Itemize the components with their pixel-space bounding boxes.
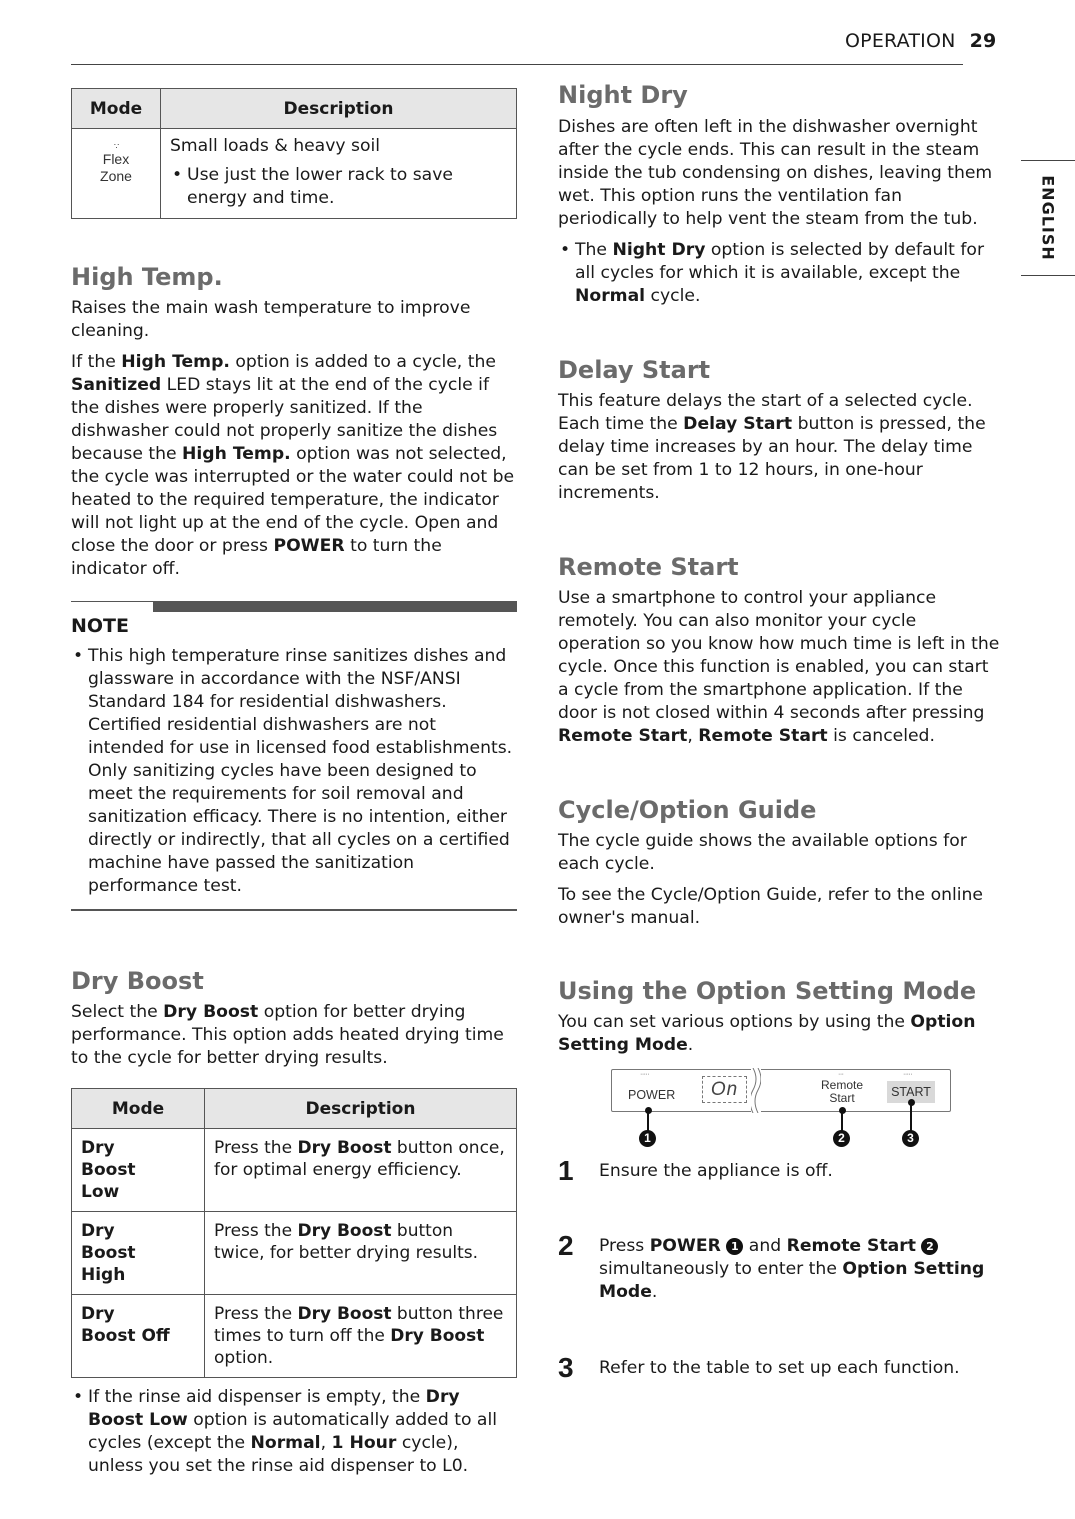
page-header: [845, 30, 996, 52]
description-title: Small loads & heavy soil: [170, 136, 381, 156]
callout-2-icon: 2: [833, 1130, 850, 1147]
step-number: 1: [558, 1155, 574, 1186]
step-3: [558, 1352, 1003, 1383]
flex-zone-table: [71, 88, 517, 219]
note-bottom-rule: [71, 909, 517, 911]
step-text: Refer to the table to set up each function.: [599, 1358, 960, 1378]
section-heading-option-setting: Using the Option Setting Mode: [558, 977, 977, 1005]
table-header-mode: Mode: [72, 89, 161, 129]
power-button-label: POWER: [628, 1088, 676, 1102]
section-heading-remote-start: Remote Start: [558, 553, 739, 581]
mode-label-line1: Flex: [102, 151, 130, 167]
section-heading-cycle-guide: Cycle/Option Guide: [558, 796, 817, 824]
left-column: [71, 88, 517, 1478]
table-row: [72, 1129, 517, 1212]
note-title: NOTE: [71, 615, 129, 637]
callout-2-icon: 2: [921, 1238, 938, 1255]
callout-1-icon: 1: [639, 1130, 656, 1147]
description-cell: [161, 129, 517, 219]
mode-cell: Dry Boost Low: [72, 1129, 205, 1212]
dry-boost-intro: Select the Dry Boost option for better drying performance. This option adds heated drying time to the cycle for better drying results.: [71, 1002, 504, 1068]
callout-1-icon: 1: [726, 1238, 743, 1255]
table-header-description: Description: [205, 1089, 517, 1129]
note-top-rule: [71, 601, 517, 613]
display-window: On: [702, 1076, 747, 1103]
high-temp-intro: Raises the main wash temperature to improve cleaning.: [71, 298, 471, 341]
step-2: [558, 1230, 1003, 1304]
description-cell: Press the Dry Boost button once, for optimal energy efficiency.: [205, 1129, 517, 1212]
step-text: Ensure the appliance is off.: [599, 1161, 833, 1181]
panel-break: [751, 1068, 761, 1113]
indicator-dots: ·····: [640, 1071, 650, 1078]
indicator-dots: ···: [838, 1071, 844, 1078]
callout-3-icon: 3: [902, 1130, 919, 1147]
header-divider: [71, 64, 963, 65]
flex-zone-icon: ∵: [113, 142, 119, 151]
step-number: 2: [558, 1230, 574, 1261]
control-panel-diagram: [611, 1069, 951, 1145]
right-column: [558, 80, 1003, 1383]
indicator-dots: ·····: [903, 1071, 913, 1078]
pointer-line: [841, 1111, 843, 1131]
night-dry-intro: Dishes are often left in the dishwasher overnight after the cycle ends. This can result in the steam inside the tub condensing on dishes, leaving them wet. This option runs the ventilation fan periodically to help vent the steam from the tub.: [558, 117, 993, 229]
table-row: [72, 1295, 517, 1378]
dry-boost-bullet: • If the rinse aid dispenser is empty, the Dry Boost Low option is automatically added to all cycles (except the Normal, 1 Hour cycle), unless you set the rinse aid dispenser to L0.: [71, 1386, 517, 1478]
delay-start-text: This feature delays the start of a selected cycle. Each time the Delay Start button is pressed, the delay time increases by an hour. The delay time can be set from 1 to 12 hours, in one-hour increments.: [558, 391, 986, 503]
remote-start-button-label: Remote Start: [820, 1078, 864, 1105]
language-tab: [1021, 160, 1075, 276]
section-heading-night-dry: Night Dry: [558, 81, 688, 109]
pointer-line: [910, 1103, 912, 1131]
pointer-line: [647, 1111, 649, 1131]
step-1: [558, 1155, 1003, 1186]
table-row: [72, 129, 517, 219]
section-title: OPERATION: [845, 30, 956, 52]
mode-cell: Dry Boost High: [72, 1212, 205, 1295]
step-text: Press POWER 1 and Remote Start 2 simultaneously to enter the Option Setting Mode.: [599, 1236, 985, 1302]
mode-label-line2: Zone: [100, 168, 132, 184]
cycle-guide-text-1: The cycle guide shows the available options for each cycle.: [558, 831, 967, 874]
step-number: 3: [558, 1352, 574, 1383]
night-dry-bullet: • The Night Dry option is selected by default for all cycles for which it is available, except the Normal cycle.: [558, 239, 1003, 308]
dry-boost-table: [71, 1088, 517, 1378]
language-label: ENGLISH: [1038, 175, 1058, 261]
note-box: [71, 601, 517, 911]
note-bullet: • This high temperature rinse sanitizes dishes and glassware in accordance with the NSF/ANSI Standard 184 for residential dishwashers. Certified residential dishwashers are not intended for use in licensed food establishments. Only sanitizing cycles have been designed to meet the requirements for soil removal and sanitization efficacy. There is no intention, either directly or indirectly, that all cycles on a certified machine have passed the sanitization performance test.: [71, 645, 517, 898]
table-header-mode: Mode: [72, 1089, 205, 1129]
table-row: [72, 1212, 517, 1295]
description-cell: Press the Dry Boost button three times to turn off the Dry Boost option.: [205, 1295, 517, 1378]
section-heading-dry-boost: Dry Boost: [71, 967, 204, 995]
start-button-label: START: [887, 1081, 935, 1103]
description-cell: Press the Dry Boost button twice, for better drying results.: [205, 1212, 517, 1295]
mode-cell: Dry Boost Off: [72, 1295, 205, 1378]
description-bullet: • Use just the lower rack to save energy and time.: [170, 164, 507, 210]
page-number: 29: [969, 30, 997, 52]
table-header-description: Description: [161, 89, 517, 129]
cycle-guide-text-2: To see the Cycle/Option Guide, refer to the online owner's manual.: [558, 885, 984, 928]
section-heading-high-temp: High Temp.: [71, 263, 223, 291]
high-temp-detail: If the High Temp. option is added to a cycle, the Sanitized LED stays lit at the end of the cycle if the dishes were properly sanitized. If the dishwasher could not properly sanitize the dishes because the High Temp. option was not selected, the cycle was interrupted or the water could not be heated to the required temperature, the indicator will not light up at the end of the cycle. Open and close the door or press POWER to turn the indicator off.: [71, 352, 515, 579]
remote-start-text: Use a smartphone to control your appliance remotely. You can also monitor your cycle operation so you know how much time is left in the cycle. Once this function is enabled, you can start a cycle from the smartphone application. If the door is not closed within 4 seconds after pressing Remote Start, Remote Start is canceled.: [558, 588, 1000, 746]
mode-cell: [72, 129, 161, 219]
option-setting-intro: You can set various options by using the Option Setting Mode.: [558, 1012, 976, 1055]
section-heading-delay-start: Delay Start: [558, 356, 711, 384]
